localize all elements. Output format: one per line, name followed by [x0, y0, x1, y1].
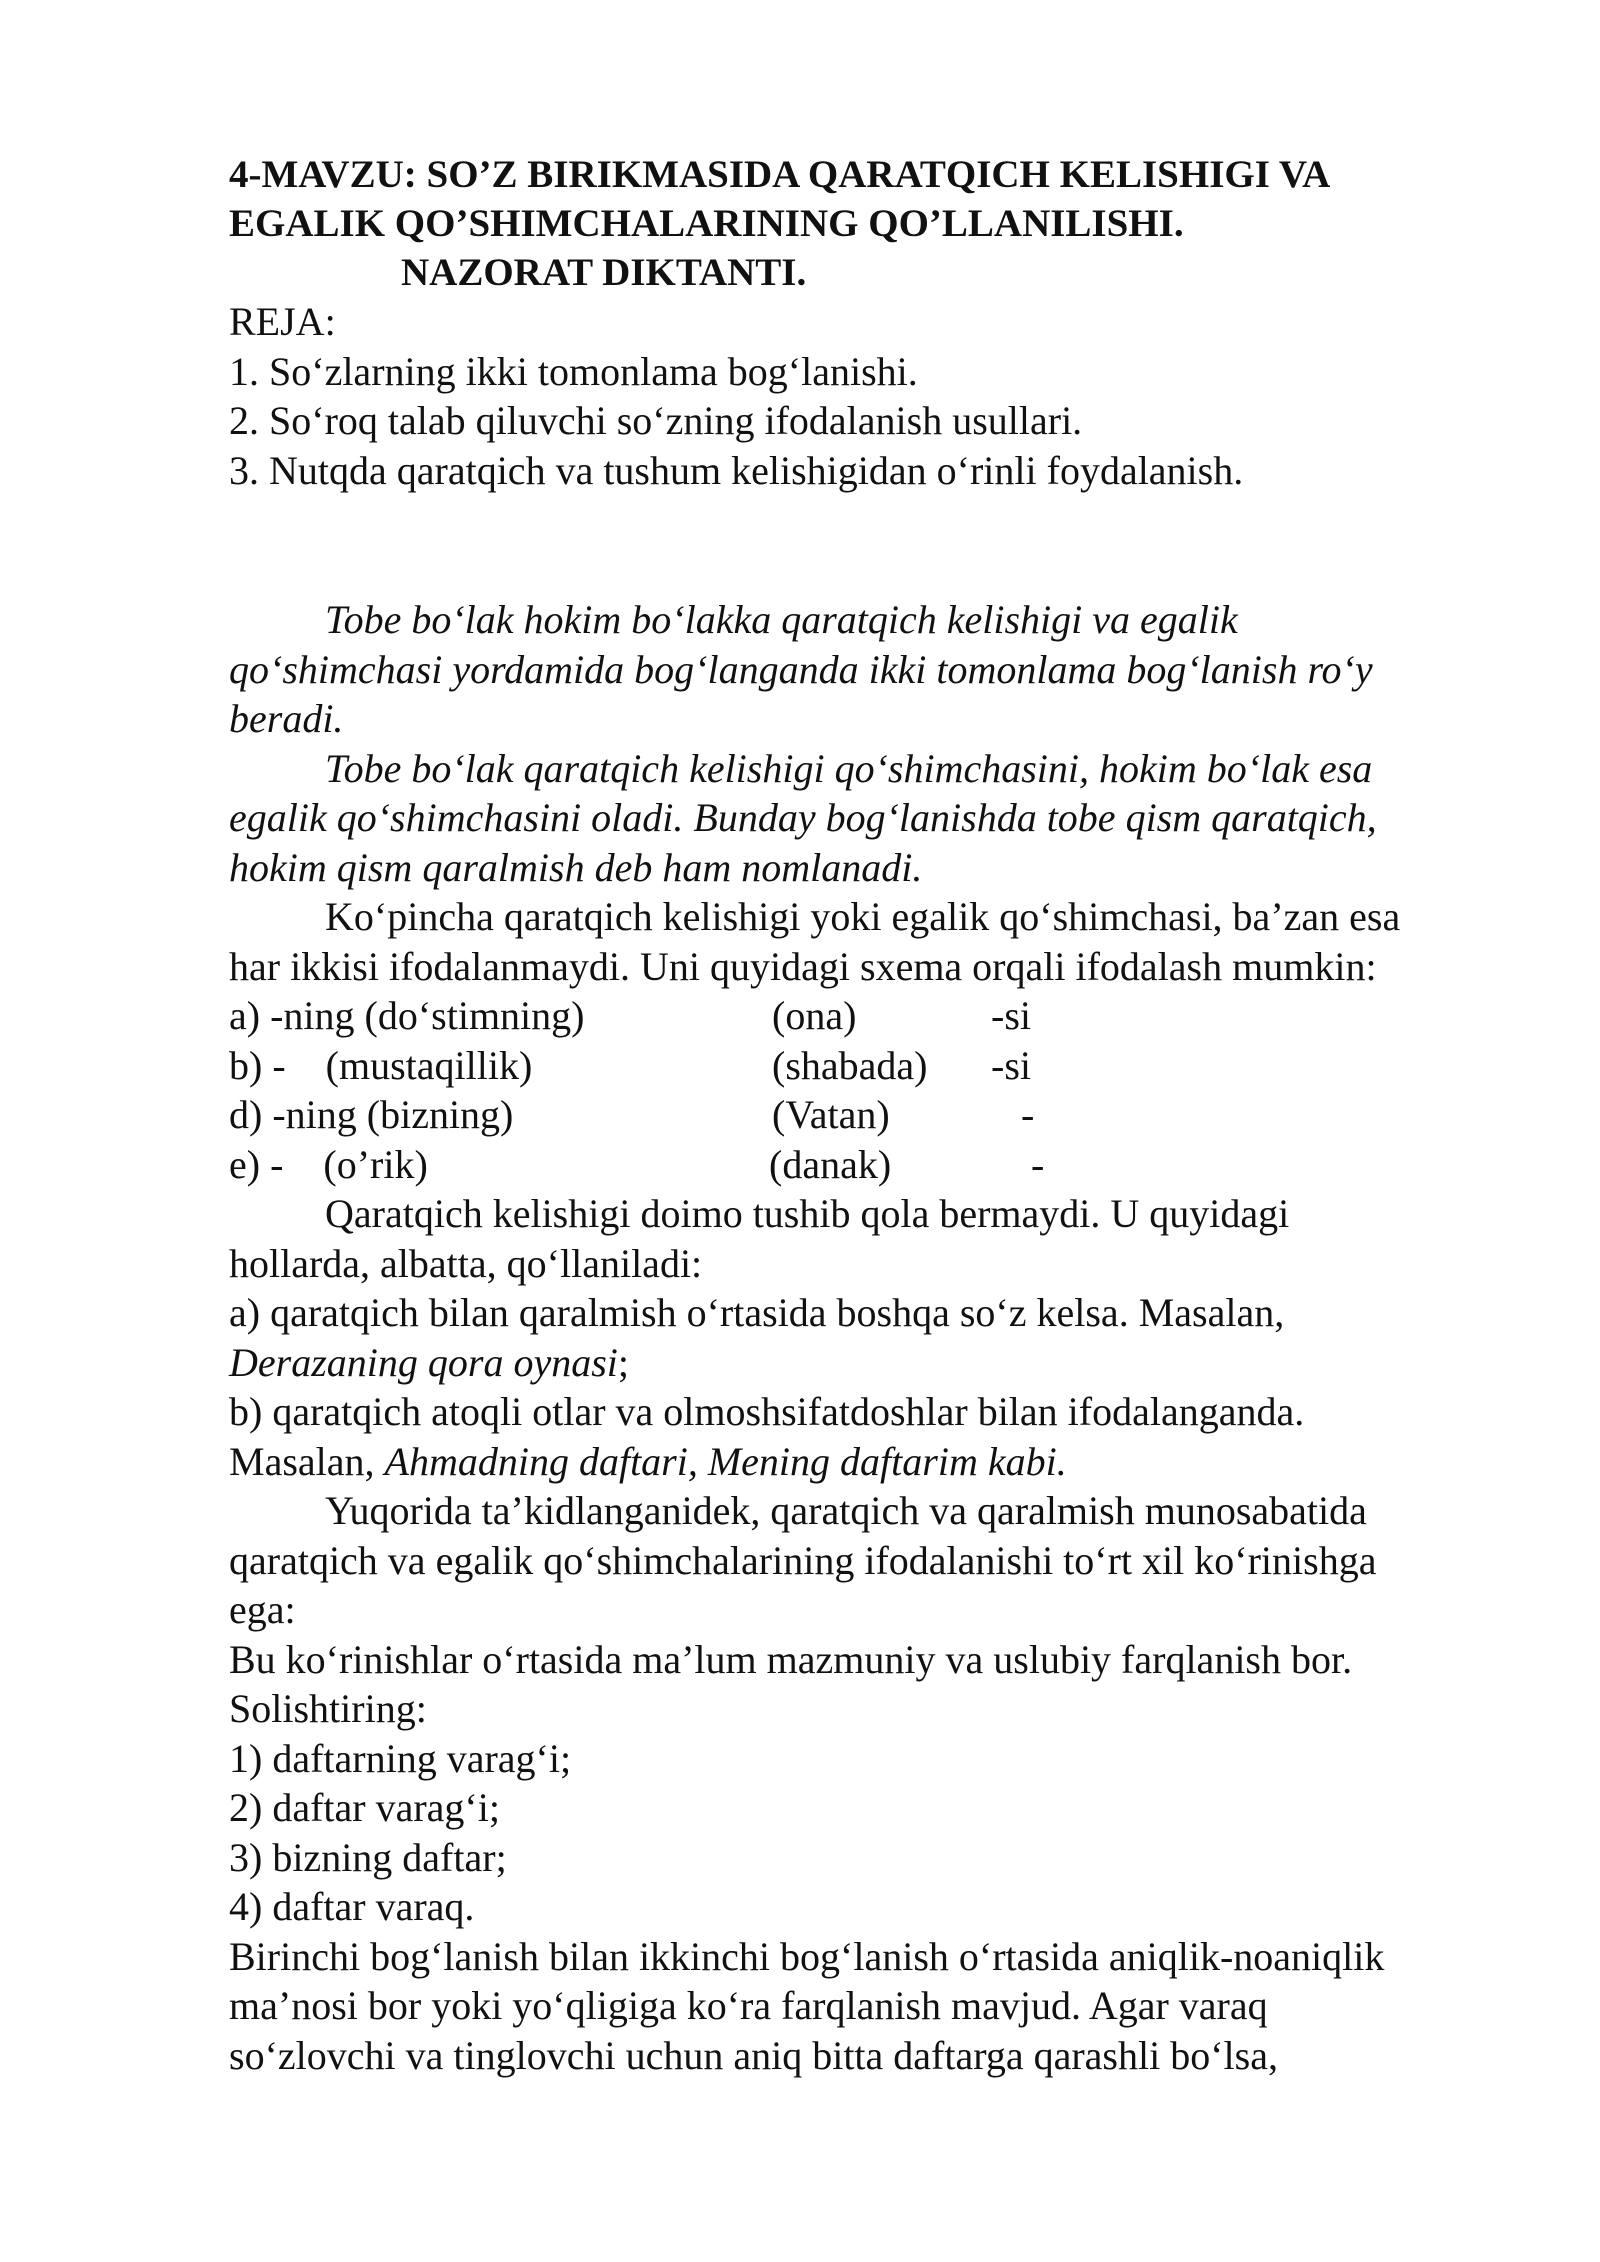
scheme-row [229, 1041, 1519, 1091]
scheme-head: (shabada) [772, 1042, 928, 1088]
scheme-head: (Vatan) [772, 1092, 890, 1137]
paragraph-2-line: Tobe bo‘lak qaratqich kelishigi qo‘shimchasini, hokim bo‘lak esa [325, 745, 1373, 791]
paragraph-5-line: qaratqich va egalik qo‘shimchalarining ifodalanishi to‘rt xil ko‘rinishga [229, 1537, 1377, 1583]
paragraph-3-line: har ikkisi ifodalanmaydi. Uni quyidagi sxema orqali ifodalash mumkin: [229, 943, 1377, 989]
plan-item: 2. So‘roq talab qiluvchi so‘zning ifodalanish usullari. [229, 398, 1083, 443]
paragraph-6-line: Birinchi bog‘lanish bilan ikkinchi bog‘lanish o‘rtasida aniqlik-noaniqlik [229, 1933, 1385, 1979]
title-line-1: 4-MAVZU: SO’Z BIRIKMASIDA QARATQICH KELISHIGI VA [229, 153, 1331, 196]
title-line-2: EGALIK QO’SHIMCHALARINING QO’LLANILISHI. [229, 202, 1184, 245]
paragraph-5-line: Bu ko‘rinishlar o‘rtasida ma’lum mazmuniy va uslubiy farqlanish bor. [229, 1636, 1353, 1682]
paragraph-3-line: Ko‘pincha qaratqich kelishigi yoki egalik qo‘shimchasi, ba’zan esa [325, 894, 1401, 939]
example-item: 4) daftar varaq. [229, 1884, 475, 1929]
paragraph-1-line: beradi. [229, 696, 344, 741]
paragraph-6-line: ma’nosi bor yoki yo‘qligiga ko‘ra farqlanish mavjud. Agar varaq [229, 1983, 1268, 2028]
scheme-row [229, 991, 1519, 1041]
condition-a-example [229, 1338, 1519, 1388]
paragraph-6-line: so‘zlovchi va tinglovchi uchun aniq bitta daftarga qarashli bo‘lsa, [229, 2032, 1278, 2078]
scheme-suffix: -si [991, 1042, 1031, 1088]
paragraph-2-line: hokim qism qaralmish deb ham nomlanadi. [229, 844, 923, 890]
paragraph-1-line: qo‘shimchasi yordamida bog‘langanda ikki tomonlama bog‘lanish ro‘y [229, 646, 1373, 692]
example-lead: Masalan, [229, 1438, 385, 1484]
scheme-row [229, 1090, 1519, 1140]
paragraph-5-line: ega: [229, 1587, 296, 1632]
scheme-dependent: b) - (mustaqillik) [229, 1042, 533, 1088]
paragraph-2-line: egalik qo‘shimchasini oladi. Bunday bog‘lanishda tobe qism qaratqich, [229, 795, 1377, 840]
scheme-suffix: - [991, 1141, 1045, 1187]
paragraph-5-line: Yuqorida ta’kidlanganidek, qaratqich va qaralmish munosabatida [325, 1488, 1367, 1533]
spacer [229, 495, 1519, 595]
scheme-dependent: e) - (o’rik) [229, 1141, 428, 1187]
title-line-3: NAZORAT DIKTANTI. [401, 251, 807, 294]
condition-b-example [229, 1437, 1519, 1487]
plan-item: 1. So‘zlarning ikki tomonlama bog‘lanishi. [229, 348, 918, 394]
condition-a-line: a) qaratqich bilan qaralmish o‘rtasida boshqa so‘z kelsa. Masalan, [229, 1290, 1285, 1335]
scheme-head: (danak) [769, 1141, 892, 1187]
scheme-head: (ona) [772, 993, 857, 1038]
example-italic: Ahmadning daftari, Mening daftarim kabi. [384, 1438, 1067, 1484]
scheme-dependent: d) -ning (bizning) [229, 1092, 514, 1137]
scheme-dependent: a) -ning (do‘stimning) [229, 993, 585, 1038]
paragraph-5-line: Solishtiring: [229, 1686, 427, 1731]
scheme-suffix: -si [991, 993, 1031, 1038]
paragraph-4-line: Qaratqich kelishigi doimo tushib qola bermaydi. U quyidagi [325, 1191, 1290, 1236]
paragraph-4-line: hollarda, albatta, qo‘llaniladi: [229, 1240, 703, 1286]
example-item: 3) bizning daftar; [229, 1834, 507, 1880]
paragraph-1-line: Tobe bo‘lak hokim bo‘lakka qaratqich kelishigi va egalik [325, 597, 1238, 642]
plan-heading: REJA: [229, 299, 336, 344]
document-body [229, 150, 1519, 2080]
condition-b-line: b) qaratqich atoqli otlar va olmoshsifatdoshlar bilan ifodalanganda. [229, 1389, 1305, 1434]
example-item: 1) daftarning varag‘i; [229, 1735, 572, 1781]
scheme-suffix: - [991, 1092, 1035, 1137]
example-item: 2) daftar varag‘i; [229, 1785, 500, 1830]
example-italic: Derazaning qora oynasi [229, 1339, 618, 1385]
plan-item: 3. Nutqda qaratqich va tushum kelishigidan o‘rinli foydalanish. [229, 447, 1244, 493]
scheme-row [229, 1140, 1519, 1190]
example-end: ; [617, 1339, 630, 1385]
